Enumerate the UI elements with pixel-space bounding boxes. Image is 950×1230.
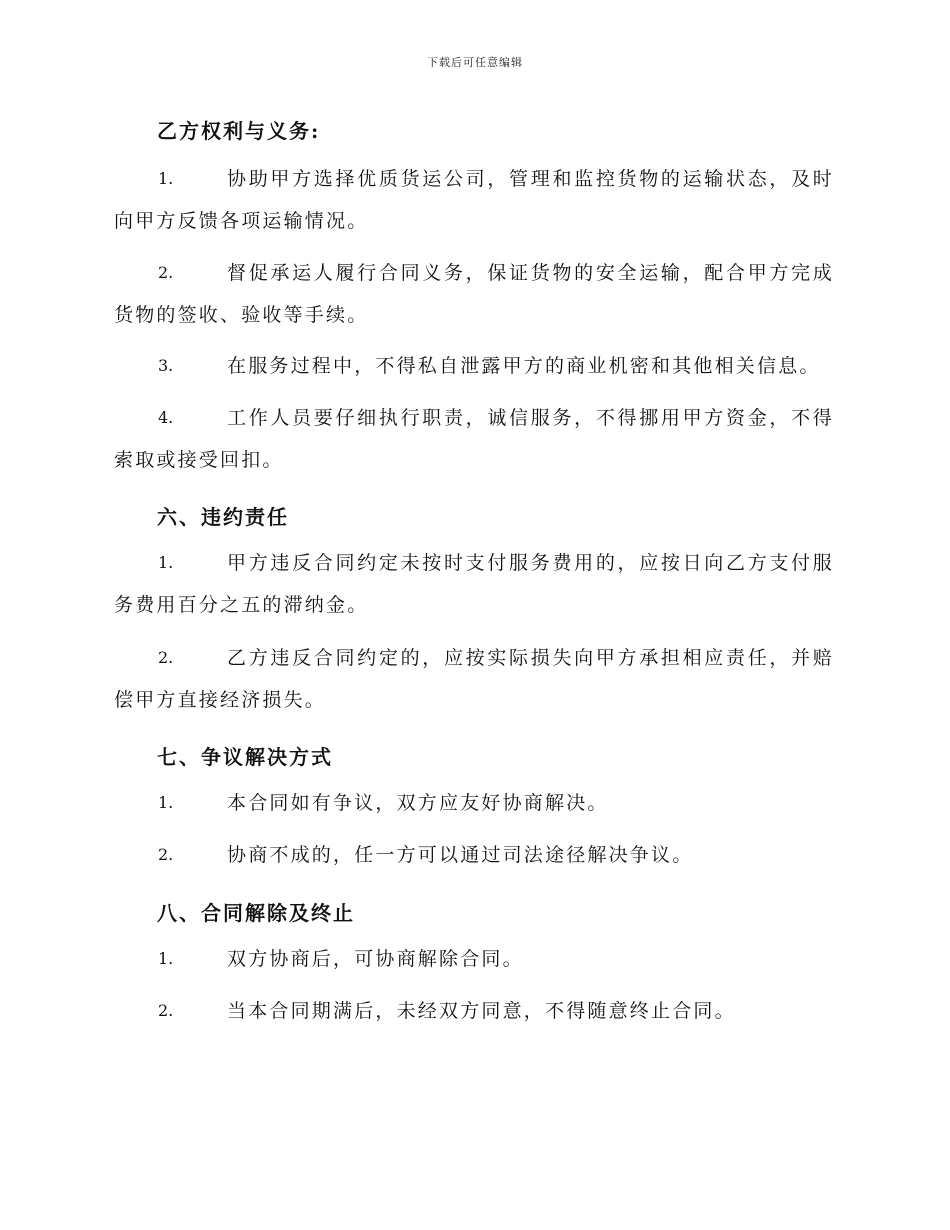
list-item — [114, 345, 834, 387]
item-number: 2. — [158, 263, 174, 282]
item-number: 4. — [158, 408, 174, 427]
item-text: 协助甲方选择优质货运公司，管理和监控货物的运输状态，及时向甲方反馈各项运输情况。 — [114, 168, 834, 232]
list-item — [114, 990, 834, 1032]
item-text: 甲方违反合同约定未按时支付服务费用的，应按日向乙方支付服务费用百分之五的滞纳金。 — [114, 552, 834, 616]
item-number: 1. — [158, 949, 174, 968]
item-number: 1. — [158, 793, 174, 812]
list-item — [114, 834, 834, 876]
item-text: 工作人员要仔细执行职责，诚信服务，不得挪用甲方资金，不得索取或接受回扣。 — [114, 407, 834, 471]
section-heading-party-b-rights: 乙方权利与义务: — [157, 119, 321, 143]
item-text: 在服务过程中，不得私自泄露甲方的商业机密和其他相关信息。 — [227, 355, 821, 377]
item-text: 协商不成的，任一方可以通过司法途径解决争议。 — [227, 844, 694, 866]
item-text: 当本合同期满后，未经双方同意，不得随意终止合同。 — [227, 1000, 736, 1022]
header-note: 下载后可任意编辑 — [427, 56, 523, 69]
item-number: 2. — [158, 1001, 174, 1020]
list-item — [114, 782, 834, 824]
list-item — [114, 158, 834, 242]
list-item — [114, 938, 834, 980]
item-text: 督促承运人履行合同义务，保证货物的安全运输，配合甲方完成货物的签收、验收等手续。 — [114, 262, 834, 326]
list-item — [114, 542, 834, 626]
item-number: 3. — [158, 356, 174, 375]
item-number: 1. — [158, 553, 174, 572]
item-number: 2. — [158, 845, 174, 864]
section-heading-dispute-resolution: 七、争议解决方式 — [157, 745, 333, 769]
section-heading-breach-liability: 六、违约责任 — [157, 505, 289, 529]
item-text: 乙方违反合同约定的，应按实际损失向甲方承担相应责任，并赔偿甲方直接经济损失。 — [114, 647, 834, 711]
item-text: 本合同如有争议，双方应友好协商解决。 — [227, 792, 609, 814]
list-item — [114, 397, 834, 481]
section-heading-termination: 八、合同解除及终止 — [157, 901, 355, 925]
list-item — [114, 252, 834, 336]
item-text: 双方协商后，可协商解除合同。 — [227, 948, 524, 970]
item-number: 2. — [158, 648, 174, 667]
list-item — [114, 637, 834, 721]
item-number: 1. — [158, 169, 174, 188]
